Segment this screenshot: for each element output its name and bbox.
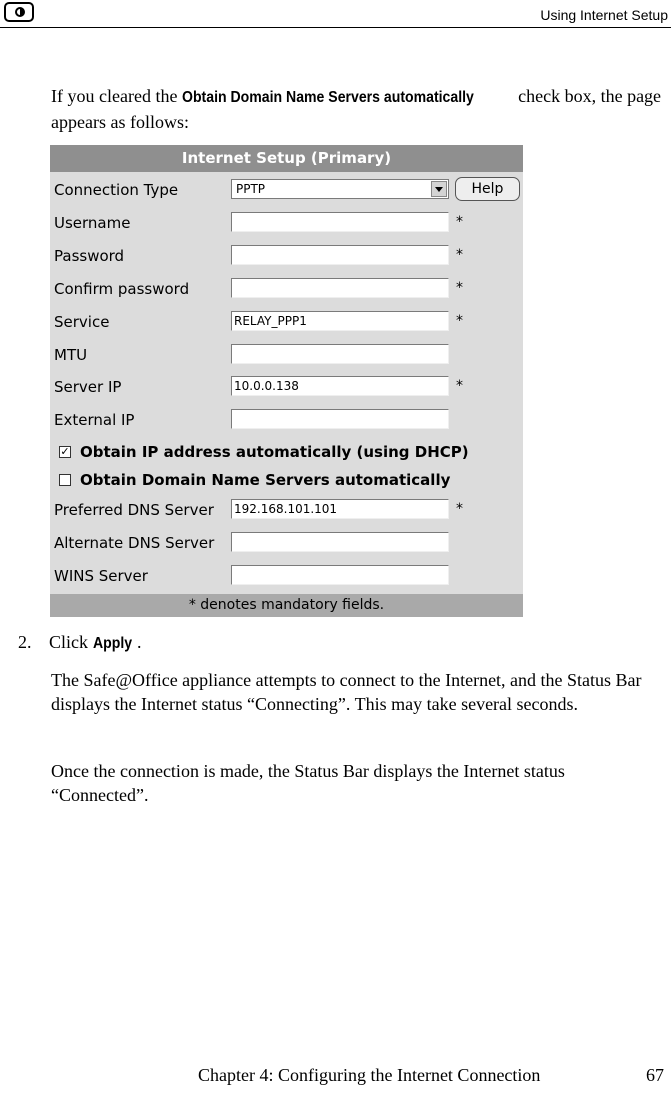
wins-server-input[interactable]	[231, 565, 449, 585]
server-ip-input[interactable]: 10.0.0.138	[231, 376, 449, 396]
panel-title: Internet Setup (Primary)	[50, 145, 523, 172]
confirm-password-input[interactable]	[231, 278, 449, 298]
service-input[interactable]: RELAY_PPP1	[231, 311, 449, 331]
username-label: Username	[54, 214, 131, 232]
preferred-dns-label: Preferred DNS Server	[54, 501, 214, 519]
password-input[interactable]	[231, 245, 449, 265]
apply-term: Apply	[92, 635, 132, 652]
confirm-password-label: Confirm password	[54, 280, 190, 298]
internet-setup-panel	[50, 145, 523, 617]
required-marker: *	[456, 378, 463, 394]
header-divider	[0, 27, 671, 28]
intro-text-after: check box, the page appears as follows:	[51, 86, 662, 132]
check-point-logo-icon	[4, 2, 34, 22]
password-label: Password	[54, 247, 125, 265]
required-marker: *	[456, 280, 463, 296]
dhcp-checkbox[interactable]: ✓	[60, 445, 70, 458]
preferred-dns-input[interactable]: 192.168.101.101	[231, 499, 449, 519]
mtu-input[interactable]	[231, 344, 449, 364]
dns-checkbox-label: Obtain Domain Name Servers automatically	[80, 471, 451, 489]
connection-type-label: Connection Type	[54, 181, 179, 199]
alternate-dns-label: Alternate DNS Server	[54, 534, 215, 552]
connection-type-select[interactable]	[231, 179, 449, 199]
step-text: Click	[49, 632, 93, 652]
mtu-label: MTU	[54, 346, 88, 364]
chevron-down-icon[interactable]	[431, 181, 447, 197]
service-label: Service	[54, 313, 110, 331]
footer-chapter-title: Chapter 4: Configuring the Internet Connection	[198, 1065, 541, 1085]
required-marker: *	[456, 313, 463, 329]
step-period: .	[136, 632, 142, 652]
intro-text-before: If you cleared the	[51, 86, 182, 106]
required-marker: *	[456, 214, 463, 230]
step-number: 2.	[18, 632, 32, 652]
dhcp-checkbox-label: Obtain IP address automatically (using DHCP)	[80, 443, 469, 461]
username-input[interactable]	[231, 212, 449, 232]
alternate-dns-input[interactable]	[231, 532, 449, 552]
connecting-paragraph: The Safe@Office appliance attempts to connect to the Internet, and the Status Bar displays the Internet status “Connecting”. This may take several seconds.	[51, 670, 642, 714]
external-ip-label: External IP	[54, 411, 135, 429]
running-header-title: Using Internet Setup	[540, 7, 668, 23]
intro-paragraph	[51, 84, 666, 134]
page-number: 67	[646, 1065, 664, 1085]
required-marker: *	[456, 247, 463, 263]
step-2	[18, 630, 141, 656]
required-marker: *	[456, 501, 463, 517]
connection-type-value: PPTP	[236, 182, 266, 196]
wins-server-label: WINS Server	[54, 567, 148, 585]
connected-paragraph: Once the connection is made, the Status Bar displays the Internet status “Connected”.	[51, 761, 565, 805]
dns-checkbox[interactable]	[59, 474, 71, 486]
intro-bold-term: Obtain Domain Name Servers automatically	[181, 89, 474, 106]
server-ip-label: Server IP	[54, 378, 122, 396]
external-ip-input[interactable]	[231, 409, 449, 429]
mandatory-fields-note: * denotes mandatory fields.	[50, 594, 523, 617]
help-button[interactable]: Help	[455, 177, 520, 201]
